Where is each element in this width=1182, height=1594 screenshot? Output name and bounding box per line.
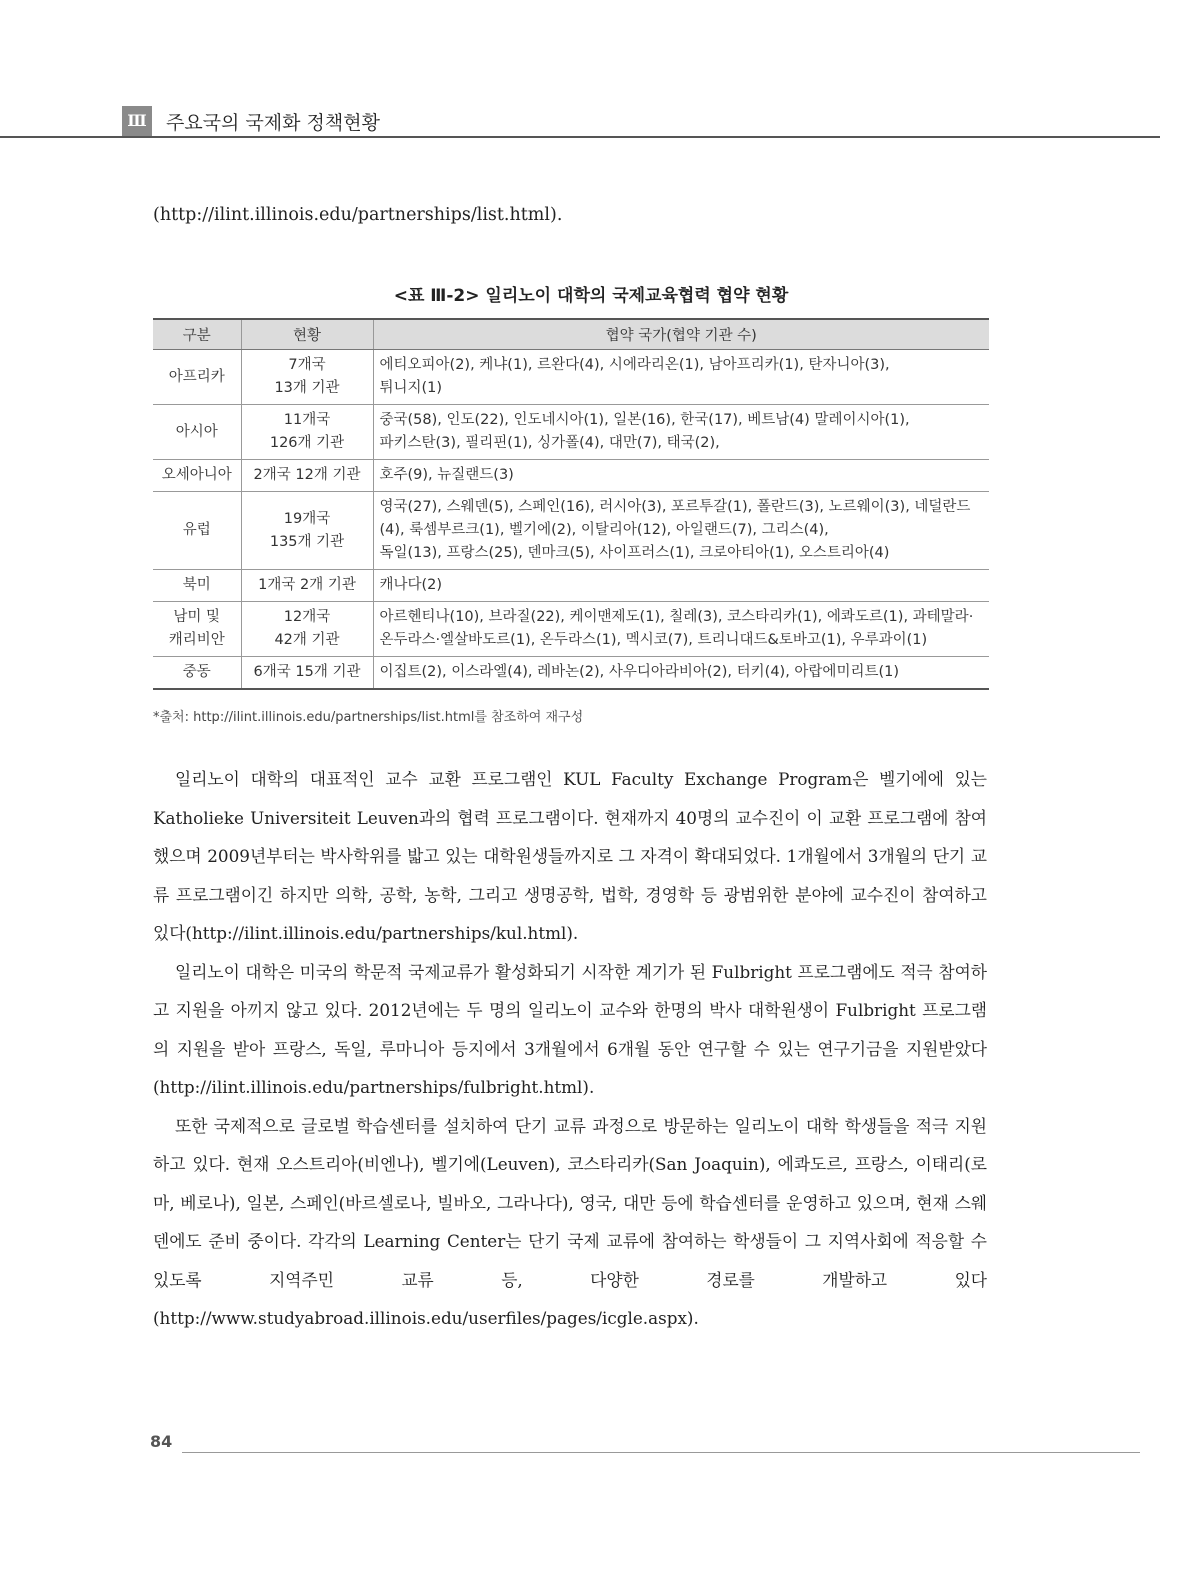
status-cell: 2개국 12개 기관 xyxy=(241,460,373,492)
region-cell: 오세아니아 xyxy=(153,460,241,492)
status-cell: 11개국 126개 기관 xyxy=(241,405,373,460)
status-cell: 12개국 42개 기관 xyxy=(241,602,373,657)
countries-cell: 영국(27), 스웨덴(5), 스페인(16), 러시아(3), 포르투갈(1), 폴란드(3), 노르웨이(3), 네덜란드 (4), 룩셈부르크(1), 벨기에(2), 이탈리아(12), 아일랜드(7), 그리스(4), 독일(13), 프랑스(25), 덴마크(5), 사이프러스(1), 크로아티아(1), 오스트리아(4) xyxy=(373,492,989,570)
table-row xyxy=(153,405,989,460)
region-cell: 북미 xyxy=(153,570,241,602)
region-cell: 남미 및 캐리비안 xyxy=(153,602,241,657)
countries-cell: 에티오피아(2), 케냐(1), 르완다(4), 시에라리온(1), 남아프리카(1), 탄자니아(3), 튀니지(1) xyxy=(373,350,989,405)
intro-url-line: (http://ilint.illinois.edu/partnerships/list.html). xyxy=(153,205,563,225)
paragraph: 일리노이 대학의 대표적인 교수 교환 프로그램인 KUL Faculty Exchange Program은 벨기에에 있는 Katholieke Universiteit Leuven과의 협력 프로그램이다. 현재까지 40명의 교수진이 이 교환 프로그램에 참여했으며 2009년부터는 박사학위를 밟고 있는 대학원생들까지로 그 자격이 확대되었다. 1개월에서 3개월의 단기 교류 프로그램이긴 하지만 의학, 공학, 농학, 그리고 생명공학, 법학, 경영학 등 광범위한 분야에 교수진이 참여하고 있다(http://ilint.illinois.edu/partnerships/kul.html). xyxy=(153,769,987,943)
status-cell: 1개국 2개 기관 xyxy=(241,570,373,602)
running-header xyxy=(0,100,1160,140)
col-header-region: 구분 xyxy=(153,319,241,350)
countries-cell: 아르헨티나(10), 브라질(22), 케이맨제도(1), 칠레(3), 코스타리카(1), 에콰도르(1), 과테말라· 온두라스·엘살바도르(1), 온두라스(1), 멕시코(7), 트리니대드&토바고(1), 우루과이(1) xyxy=(373,602,989,657)
col-header-status: 현황 xyxy=(241,319,373,350)
table-row xyxy=(153,492,989,570)
status-cell: 19개국 135개 기관 xyxy=(241,492,373,570)
region-cell: 유럽 xyxy=(153,492,241,570)
body-text xyxy=(153,760,987,1338)
countries-cell: 캐나다(2) xyxy=(373,570,989,602)
page-number: 84 xyxy=(150,1432,173,1451)
countries-cell: 이집트(2), 이스라엘(4), 레바논(2), 사우디아라비아(2), 터키(4), 아랍에미리트(1) xyxy=(373,657,989,690)
status-cell: 6개국 15개 기관 xyxy=(241,657,373,690)
region-cell: 중동 xyxy=(153,657,241,690)
region-cell: 아프리카 xyxy=(153,350,241,405)
page-footer xyxy=(0,1430,1182,1460)
table-source-note: *출처: http://ilint.illinois.edu/partnerships/list.html를 참조하여 재구성 xyxy=(153,710,584,725)
table-row xyxy=(153,460,989,492)
table-caption: <표 Ⅲ-2> 일리노이 대학의 국제교육협력 협약 현황 xyxy=(393,286,789,306)
table-row xyxy=(153,570,989,602)
table-header-row xyxy=(153,319,989,350)
header-rule xyxy=(0,136,1160,138)
countries-cell: 중국(58), 인도(22), 인도네시아(1), 일본(16), 한국(17), 베트남(4) 말레이시아(1), 파키스탄(3), 필리핀(1), 싱가폴(4), 대만(7), 태국(2), xyxy=(373,405,989,460)
countries-cell: 호주(9), 뉴질랜드(3) xyxy=(373,460,989,492)
table-row xyxy=(153,350,989,405)
table-row xyxy=(153,657,989,690)
region-cell: 아시아 xyxy=(153,405,241,460)
col-header-countries: 협약 국가(협약 기관 수) xyxy=(373,319,989,350)
status-cell: 7개국 13개 기관 xyxy=(241,350,373,405)
paragraph: 일리노이 대학은 미국의 학문적 국제교류가 활성화되기 시작한 계기가 된 Fulbright 프로그램에도 적극 참여하고 지원을 아끼지 않고 있다. 2012년에는 두 명의 일리노이 교수와 한명의 박사 대학원생이 Fulbright 프로그램의 지원을 받아 프랑스, 독일, 루마니아 등지에서 3개월에서 6개월 동안 연구할 수 있는 연구기금을 지원받았다(http://ilint.illinois.edu/partnerships/fulbright.html). xyxy=(153,961,987,1097)
partnership-table xyxy=(153,318,989,690)
header-title: 주요국의 국제화 정책현황 xyxy=(166,112,380,134)
chapter-mark: Ⅲ xyxy=(122,106,152,138)
table-row xyxy=(153,602,989,657)
paragraph: 또한 국제적으로 글로벌 학습센터를 설치하여 단기 교류 과정으로 방문하는 일리노이 대학 학생들을 적극 지원하고 있다. 현재 오스트리아(비엔나), 벨기에(Leuven), 코스타리카(San Joaquin), 에콰도르, 프랑스, 이태리(로마, 베로나), 일본, 스페인(바르셀로나, 빌바오, 그라나다), 영국, 대만 등에 학습센터를 운영하고 있으며, 현재 스웨덴에도 준비 중이다. 각각의 Learning Center는 단기 국제 교류에 참여하는 학생들이 그 지역사회에 적응할 수 있도록 지역주민 교류 등, 다양한 경로를 개발하고 있다(http://www.studyabroad.illinois.edu/userfiles/pages/icgle.aspx). xyxy=(153,1115,987,1328)
footer-rule xyxy=(182,1452,1140,1453)
